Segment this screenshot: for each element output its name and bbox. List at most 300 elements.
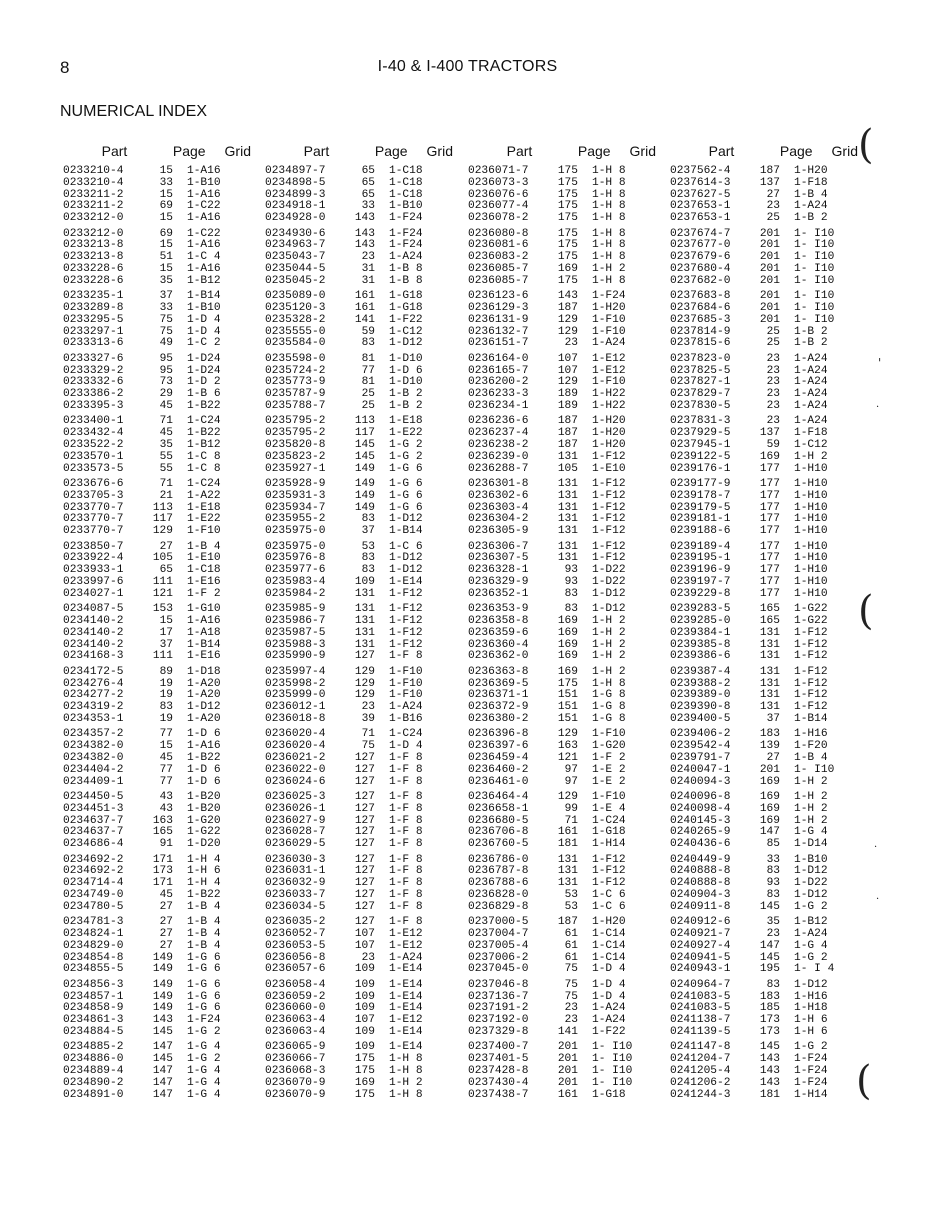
page-ref: 65 xyxy=(361,176,375,189)
entry-group xyxy=(468,416,668,475)
page-ref: 95 xyxy=(159,364,173,377)
part-number: 0233386-2 xyxy=(63,388,124,401)
part-number: 0234899-3 xyxy=(265,188,326,201)
table-row xyxy=(670,1078,870,1090)
table-row xyxy=(63,1066,263,1078)
grid-ref: 1-H 2 xyxy=(592,614,626,627)
page-ref: 169 xyxy=(557,665,578,678)
page-ref: 31 xyxy=(361,262,375,275)
part-number: 0235984-2 xyxy=(265,587,326,600)
page-ref: 177 xyxy=(759,477,780,490)
page-ref: 97 xyxy=(564,775,578,788)
part-number: 0236066-7 xyxy=(265,1053,326,1066)
grid-ref: 1-D12 xyxy=(389,552,423,565)
grid-ref: 1-C14 xyxy=(592,939,626,952)
table-row xyxy=(265,804,465,816)
part-number: 0240436-6 xyxy=(670,838,731,851)
part-number: 0236306-7 xyxy=(468,540,529,553)
table-row xyxy=(265,440,465,452)
table-row xyxy=(265,902,465,914)
page-ref: 201 xyxy=(759,290,780,303)
table-row xyxy=(468,354,668,366)
part-number: 0236070-9 xyxy=(265,1088,326,1101)
grid-ref: 1-G 2 xyxy=(794,951,828,964)
table-row xyxy=(468,941,668,953)
table-row xyxy=(468,338,668,350)
part-number: 0236131-9 xyxy=(468,313,529,326)
table-row xyxy=(468,980,668,992)
part-number: 0234714-4 xyxy=(63,877,124,890)
table-row xyxy=(468,315,668,327)
page-ref: 65 xyxy=(159,564,173,577)
part-number: 0233705-3 xyxy=(63,489,124,502)
grid-ref: 1-F12 xyxy=(592,853,626,866)
part-number: 0234857-1 xyxy=(63,990,124,1003)
table-row xyxy=(670,765,870,777)
page-ref: 181 xyxy=(557,838,578,851)
table-row xyxy=(670,440,870,452)
page-ref: 65 xyxy=(361,188,375,201)
grid-ref: 1-E14 xyxy=(389,978,423,991)
page-ref: 37 xyxy=(766,712,780,725)
part-number: 0235976-8 xyxy=(265,552,326,565)
grid-ref: 1-H14 xyxy=(592,838,626,851)
page-ref: 23 xyxy=(766,388,780,401)
grid-ref: 1-H16 xyxy=(794,728,828,741)
grid-ref: 1-B12 xyxy=(794,916,828,929)
table-row xyxy=(468,902,668,914)
page-ref: 69 xyxy=(159,200,173,213)
table-row xyxy=(670,964,870,976)
page-ref: 169 xyxy=(557,262,578,275)
part-number: 0235986-7 xyxy=(265,614,326,627)
part-number: 0236359-6 xyxy=(468,626,529,639)
grid-ref: 1-E 2 xyxy=(592,775,626,788)
page-ref: 77 xyxy=(159,775,173,788)
part-number: 0240943-1 xyxy=(670,963,731,976)
grid-ref: 1-G 4 xyxy=(187,1088,221,1101)
table-row xyxy=(670,264,870,276)
grid-ref: 1-F 8 xyxy=(389,900,423,913)
part-number: 0235089-0 xyxy=(265,290,326,303)
grid-ref: 1-C22 xyxy=(187,200,221,213)
page-ref: 177 xyxy=(759,501,780,514)
grid-ref: 1-H10 xyxy=(794,575,828,588)
grid-ref: 1-H 2 xyxy=(794,790,828,803)
table-row xyxy=(265,964,465,976)
part-number: 0237438-7 xyxy=(468,1088,529,1101)
page-ref: 71 xyxy=(159,415,173,428)
grid-ref: 1-H20 xyxy=(592,415,626,428)
part-number: 0234319-2 xyxy=(63,701,124,714)
grid-ref: 1-B20 xyxy=(187,790,221,803)
table-row xyxy=(670,526,870,538)
grid-ref: 1-C 4 xyxy=(187,251,221,264)
part-number: 0236057-6 xyxy=(265,963,326,976)
table-row xyxy=(670,213,870,225)
page-ref: 71 xyxy=(564,814,578,827)
page-ref: 141 xyxy=(354,313,375,326)
grid-ref: 1-D12 xyxy=(187,701,221,714)
part-number: 0236464-4 xyxy=(468,790,529,803)
grid-ref: 1-H20 xyxy=(592,916,626,929)
part-number: 0234855-5 xyxy=(63,963,124,976)
grid-ref: 1-H 8 xyxy=(389,1053,423,1066)
grid-ref: 1- I10 xyxy=(794,763,835,776)
grid-ref: 1-C 8 xyxy=(187,450,221,463)
page-ref: 111 xyxy=(152,650,173,663)
table-row xyxy=(468,616,668,628)
part-number: 0241204-7 xyxy=(670,1053,731,1066)
part-number: 0236058-4 xyxy=(265,978,326,991)
page-ref: 129 xyxy=(557,325,578,338)
header-grid: Grid xyxy=(629,143,656,159)
page-ref: 171 xyxy=(152,853,173,866)
part-number: 0236083-2 xyxy=(468,251,529,264)
page-ref: 143 xyxy=(354,227,375,240)
part-number: 0239189-4 xyxy=(670,540,731,553)
page-ref: 201 xyxy=(557,1053,578,1066)
page-ref: 147 xyxy=(759,826,780,839)
page-ref: 145 xyxy=(759,951,780,964)
table-row xyxy=(468,1066,668,1078)
grid-ref: 1-B 4 xyxy=(187,916,221,929)
grid-ref: 1-E12 xyxy=(592,352,626,365)
part-number: 0233313-6 xyxy=(63,337,124,350)
grid-ref: 1-F 2 xyxy=(592,751,626,764)
grid-ref: 1-E22 xyxy=(187,513,221,526)
part-number: 0234382-0 xyxy=(63,751,124,764)
table-row xyxy=(468,440,668,452)
grid-ref: 1-F 8 xyxy=(389,751,423,764)
grid-ref: 1-D10 xyxy=(389,376,423,389)
table-row xyxy=(670,1090,870,1102)
page-ref: 143 xyxy=(557,290,578,303)
page-ref: 137 xyxy=(759,176,780,189)
part-number: 0237006-2 xyxy=(468,951,529,964)
page-ref: 23 xyxy=(766,415,780,428)
entry-group xyxy=(670,980,870,1039)
grid-ref: 1-D 4 xyxy=(592,978,626,991)
part-number: 0234891-0 xyxy=(63,1088,124,1101)
part-number: 0233228-6 xyxy=(63,262,124,275)
grid-ref: 1-A24 xyxy=(794,364,828,377)
part-number: 0233850-7 xyxy=(63,540,124,553)
grid-ref: 1-G18 xyxy=(389,301,423,314)
page-ref: 53 xyxy=(564,888,578,901)
part-number: 0234353-1 xyxy=(63,712,124,725)
part-number: 0234087-5 xyxy=(63,603,124,616)
table-row xyxy=(670,941,870,953)
page-ref: 15 xyxy=(159,165,173,177)
grid-ref: 1-B 4 xyxy=(187,939,221,952)
part-number: 0236305-9 xyxy=(468,525,529,538)
page-ref: 173 xyxy=(759,1025,780,1038)
page-ref: 61 xyxy=(564,927,578,940)
grid-ref: 1-C24 xyxy=(187,415,221,428)
page-ref: 131 xyxy=(354,638,375,651)
grid-ref: 1-E12 xyxy=(389,939,423,952)
grid-ref: 1-G 6 xyxy=(187,978,221,991)
part-number: 0237823-0 xyxy=(670,352,731,365)
grid-ref: 1-G 6 xyxy=(389,462,423,475)
page-ref: 23 xyxy=(564,1002,578,1015)
grid-ref: 1-F12 xyxy=(389,587,423,600)
grid-ref: 1- I10 xyxy=(794,227,835,240)
page-ref: 131 xyxy=(557,477,578,490)
page-ref: 23 xyxy=(766,200,780,213)
grid-ref: 1-D12 xyxy=(389,564,423,577)
table-row xyxy=(63,651,263,663)
grid-ref: 1-H 8 xyxy=(592,227,626,240)
entry-group xyxy=(670,229,870,288)
page-ref: 43 xyxy=(159,802,173,815)
part-number: 0236024-6 xyxy=(265,775,326,788)
entry-group xyxy=(670,855,870,914)
page-ref: 149 xyxy=(152,978,173,991)
grid-ref: 1-F 2 xyxy=(187,587,221,600)
page-ref: 161 xyxy=(557,826,578,839)
page-ref: 151 xyxy=(557,689,578,702)
part-number: 0239791-7 xyxy=(670,751,731,764)
grid-ref: 1-F12 xyxy=(794,626,828,639)
grid-ref: 1-F 8 xyxy=(389,853,423,866)
part-number: 0239542-4 xyxy=(670,740,731,753)
table-row xyxy=(468,303,668,315)
page-ref: 201 xyxy=(557,1064,578,1077)
page-ref: 93 xyxy=(564,575,578,588)
index-column xyxy=(670,143,870,1105)
page-ref: 23 xyxy=(766,927,780,940)
entry-group xyxy=(63,291,263,350)
grid-ref: 1-H 2 xyxy=(592,665,626,678)
part-number: 0236068-3 xyxy=(265,1064,326,1077)
page-ref: 175 xyxy=(557,274,578,287)
part-number: 0236020-4 xyxy=(265,728,326,741)
part-number: 0234357-2 xyxy=(63,728,124,741)
page-ref: 151 xyxy=(557,701,578,714)
grid-ref: 1-G 2 xyxy=(794,1041,828,1054)
grid-ref: 1-C22 xyxy=(187,227,221,240)
table-row xyxy=(63,354,263,366)
part-number: 0236060-0 xyxy=(265,1002,326,1015)
grid-ref: 1-F24 xyxy=(794,1064,828,1077)
table-row xyxy=(63,401,263,413)
page-ref: 35 xyxy=(159,274,173,287)
grid-ref: 1-E14 xyxy=(389,1041,423,1054)
grid-ref: 1-C24 xyxy=(592,814,626,827)
entry-group xyxy=(670,917,870,976)
page-ref: 23 xyxy=(564,1014,578,1027)
entry-group xyxy=(670,291,870,350)
part-number: 0235983-4 xyxy=(265,575,326,588)
grid-ref: 1-H 2 xyxy=(794,775,828,788)
grid-ref: 1-B12 xyxy=(187,438,221,451)
page-ref: 55 xyxy=(159,450,173,463)
grid-ref: 1-F 8 xyxy=(389,865,423,878)
table-row xyxy=(63,276,263,288)
grid-ref: 1-H 8 xyxy=(592,188,626,201)
part-number: 0236829-8 xyxy=(468,900,529,913)
entry-group xyxy=(468,729,668,788)
table-row xyxy=(468,890,668,902)
page-ref: 89 xyxy=(159,665,173,678)
grid-ref: 1-H 6 xyxy=(794,1025,828,1038)
table-row xyxy=(265,303,465,315)
part-number: 0236029-5 xyxy=(265,838,326,851)
part-number: 0239195-1 xyxy=(670,552,731,565)
grid-ref: 1-C 6 xyxy=(389,540,423,553)
part-number: 0234897-7 xyxy=(265,165,326,177)
entry-group xyxy=(63,354,263,413)
page-ref: 149 xyxy=(354,477,375,490)
entry-group xyxy=(63,416,263,475)
part-number: 0236030-3 xyxy=(265,853,326,866)
page-ref: 75 xyxy=(361,740,375,753)
page-ref: 77 xyxy=(159,763,173,776)
entry-group xyxy=(265,604,465,663)
part-number: 0236129-3 xyxy=(468,301,529,314)
page-ref: 147 xyxy=(759,939,780,952)
page-ref: 105 xyxy=(557,462,578,475)
page-ref: 15 xyxy=(159,262,173,275)
part-number: 0236034-5 xyxy=(265,900,326,913)
table-row xyxy=(468,1090,668,1102)
page-ref: 107 xyxy=(557,364,578,377)
part-number: 0237627-5 xyxy=(670,188,731,201)
page-ref: 27 xyxy=(766,188,780,201)
grid-ref: 1-H 4 xyxy=(187,853,221,866)
grid-ref: 1-B 4 xyxy=(187,540,221,553)
part-number: 0237401-5 xyxy=(468,1053,529,1066)
part-number: 0237428-8 xyxy=(468,1064,529,1077)
part-number: 0234780-5 xyxy=(63,900,124,913)
table-row xyxy=(670,980,870,992)
page-ref: 175 xyxy=(557,251,578,264)
part-number: 0235985-9 xyxy=(265,603,326,616)
page-ref: 75 xyxy=(159,325,173,338)
page-ref: 161 xyxy=(354,301,375,314)
grid-ref: 1-H10 xyxy=(794,587,828,600)
table-row xyxy=(265,464,465,476)
part-number: 0237679-6 xyxy=(670,251,731,264)
grid-ref: 1-F18 xyxy=(794,176,828,189)
grid-ref: 1-B 6 xyxy=(187,388,221,401)
grid-ref: 1-D 4 xyxy=(187,313,221,326)
grid-ref: 1-H 4 xyxy=(187,877,221,890)
page-ref: 201 xyxy=(759,251,780,264)
grid-ref: 1-B10 xyxy=(187,301,221,314)
grid-ref: 1-H10 xyxy=(794,525,828,538)
table-row xyxy=(468,213,668,225)
table-row xyxy=(468,753,668,765)
grid-ref: 1-D12 xyxy=(592,603,626,616)
page-number: 8 xyxy=(60,58,70,77)
page-ref: 131 xyxy=(354,614,375,627)
part-number: 0236073-3 xyxy=(468,176,529,189)
part-number: 0236238-2 xyxy=(468,438,529,451)
page-ref: 145 xyxy=(759,900,780,913)
entry-group xyxy=(265,1042,465,1101)
part-number: 0237400-7 xyxy=(468,1041,529,1054)
grid-ref: 1-F22 xyxy=(592,1025,626,1038)
grid-ref: 1-A24 xyxy=(794,200,828,213)
part-number: 0235999-0 xyxy=(265,689,326,702)
grid-ref: 1-G 6 xyxy=(187,1002,221,1015)
grid-ref: 1-A24 xyxy=(592,337,626,350)
grid-ref: 1-E14 xyxy=(389,575,423,588)
page-ref: 149 xyxy=(152,963,173,976)
table-row xyxy=(670,839,870,851)
page-ref: 33 xyxy=(159,301,173,314)
part-number: 0236380-2 xyxy=(468,712,529,725)
part-number: 0236371-1 xyxy=(468,689,529,702)
part-number: 0236081-6 xyxy=(468,239,529,252)
grid-ref: 1-E14 xyxy=(389,1025,423,1038)
part-number: 0233295-5 xyxy=(63,313,124,326)
grid-ref: 1-H18 xyxy=(794,1002,828,1015)
table-row xyxy=(468,964,668,976)
part-number: 0241083-5 xyxy=(670,1002,731,1015)
page-ref: 177 xyxy=(759,489,780,502)
grid-ref: 1-A16 xyxy=(187,614,221,627)
grid-ref: 1-A24 xyxy=(794,415,828,428)
header-page: Page xyxy=(779,143,813,159)
table-row xyxy=(63,753,263,765)
table-row xyxy=(670,464,870,476)
grid-ref: 1-A20 xyxy=(187,689,221,702)
entry-group xyxy=(265,416,465,475)
page-ref: 175 xyxy=(557,677,578,690)
page-ref: 33 xyxy=(361,200,375,213)
entry-group xyxy=(265,229,465,288)
page-ref: 71 xyxy=(159,477,173,490)
grid-ref: 1-E16 xyxy=(187,575,221,588)
entry-group xyxy=(670,416,870,475)
entry-group xyxy=(468,980,668,1039)
page-ref: 201 xyxy=(557,1076,578,1089)
part-number: 0234637-7 xyxy=(63,826,124,839)
grid-ref: 1-E14 xyxy=(389,990,423,1003)
part-number: 0241206-2 xyxy=(670,1076,731,1089)
table-row xyxy=(468,929,668,941)
entry-group xyxy=(265,980,465,1039)
table-row xyxy=(63,839,263,851)
grid-ref: 1-D24 xyxy=(187,352,221,365)
part-number: 0240098-4 xyxy=(670,802,731,815)
part-number: 0236397-6 xyxy=(468,740,529,753)
part-number: 0235955-2 xyxy=(265,513,326,526)
table-row xyxy=(265,1090,465,1102)
part-number: 0234898-5 xyxy=(265,176,326,189)
part-number: 0237005-4 xyxy=(468,939,529,952)
page-ref: 149 xyxy=(354,462,375,475)
part-number: 0234886-0 xyxy=(63,1053,124,1066)
page-ref: 147 xyxy=(152,1088,173,1101)
part-number: 0234928-0 xyxy=(265,212,326,225)
grid-ref: 1-C 6 xyxy=(592,888,626,901)
page-ref: 43 xyxy=(159,790,173,803)
part-number: 0236018-8 xyxy=(265,712,326,725)
section-title: NUMERICAL INDEX xyxy=(60,103,207,120)
grid-ref: 1-C24 xyxy=(187,477,221,490)
page-ref: 109 xyxy=(354,575,375,588)
page-ref: 145 xyxy=(759,1041,780,1054)
part-number: 0234140-2 xyxy=(63,626,124,639)
entry-group xyxy=(468,166,668,225)
grid-ref: 1-A24 xyxy=(389,251,423,264)
page-ref: 127 xyxy=(354,826,375,839)
